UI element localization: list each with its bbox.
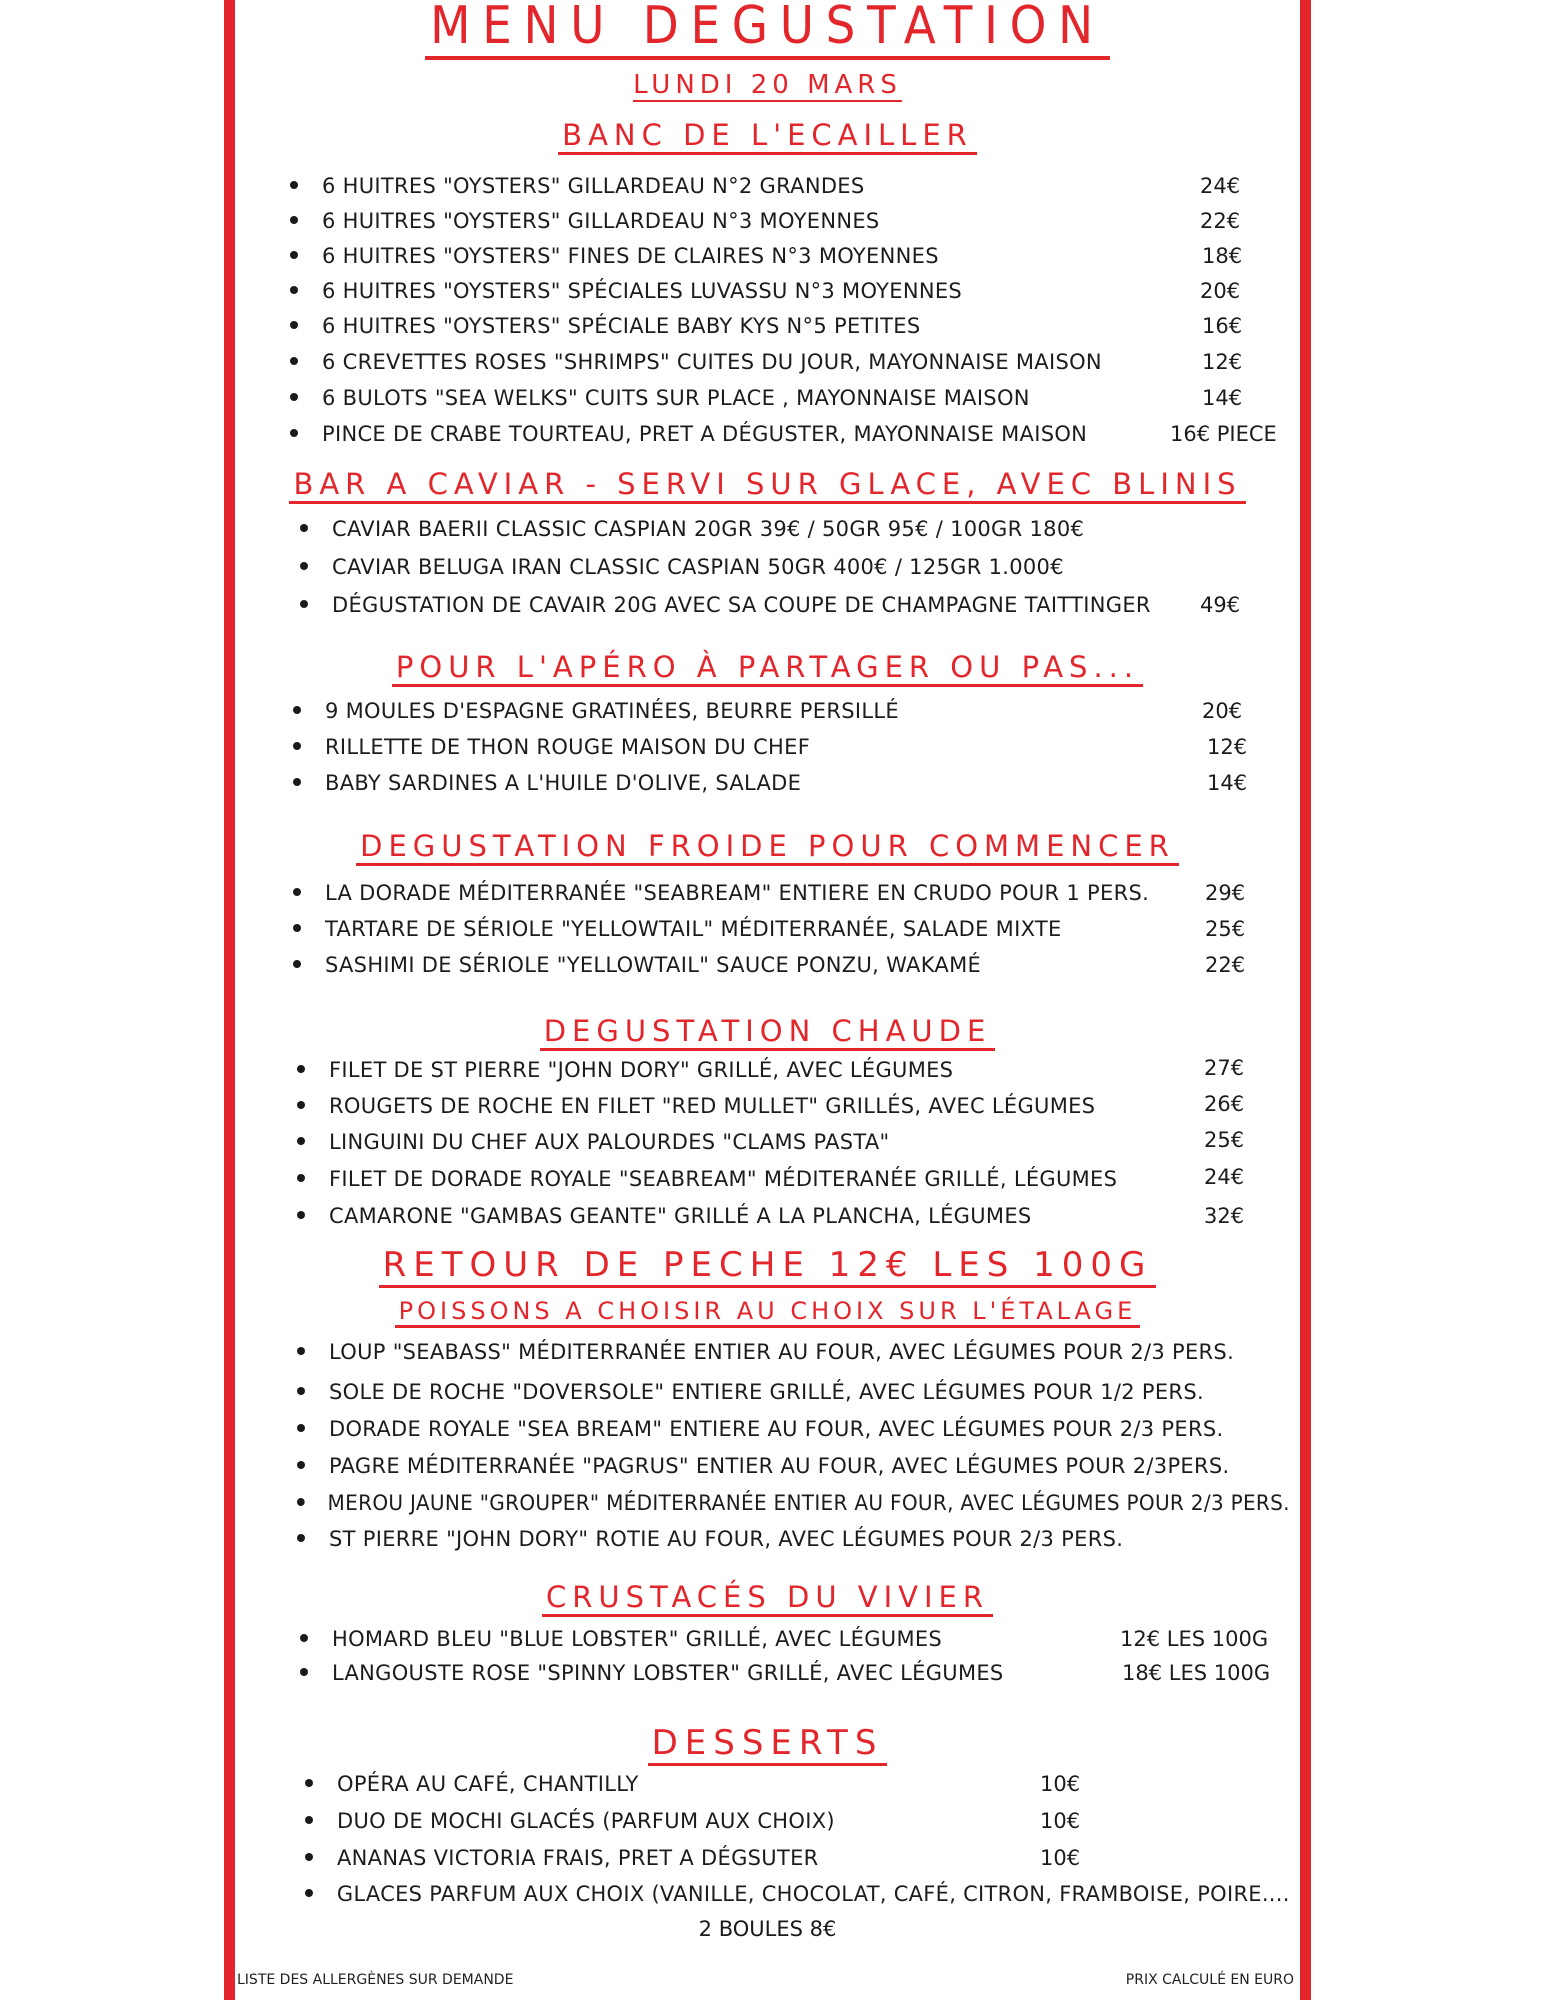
menu-item-price: 16€ PIECE [1170,422,1277,446]
menu-item: GLACES PARFUM AUX CHOIX (VANILLE, CHOCOLAT, CAFÉ, CITRON, FRAMBOISE, POIRE.... [305,1882,1290,1906]
menu-item: LOUP "SEABASS" MÉDITERRANÉE ENTIER AU FOUR, AVEC LÉGUMES POUR 2/3 PERS. [297,1340,1234,1364]
menu-item-price: 12€ [1207,735,1248,759]
menu-item: ROUGETS DE ROCHE EN FILET "RED MULLET" GRILLÉS, AVEC LÉGUMES [297,1094,1095,1118]
menu-item: 6 HUITRES "OYSTERS" FINES DE CLAIRES N°3 MOYENNES [290,244,939,268]
bullet-icon [290,321,298,329]
menu-item: CAMARONE "GAMBAS GEANTE" GRILLÉ A LA PLANCHA, LÉGUMES [297,1204,1032,1228]
menu-item: 6 HUITRES "OYSTERS" GILLARDEAU N°3 MOYENNES [290,209,880,233]
section-heading-desserts: DESSERTS [235,1723,1300,1763]
menu-item: 6 BULOTS "SEA WELKS" CUITS SUR PLACE , MAYONNAISE MAISON [290,386,1030,410]
menu-item: ANANAS VICTORIA FRAIS, PRET A DÉGSUTER [305,1846,819,1870]
menu-item: FILET DE ST PIERRE "JOHN DORY" GRILLÉ, AVEC LÉGUMES [297,1058,953,1082]
bullet-icon [293,924,301,932]
menu-item-price: 22€ [1205,953,1246,977]
menu-item: 6 HUITRES "OYSTERS" GILLARDEAU N°2 GRANDES [290,174,865,198]
menu-item: BABY SARDINES A L'HUILE D'OLIVE, SALADE [293,771,801,795]
menu-item-price: 22€ [1200,209,1241,233]
bullet-icon [290,393,298,401]
bullet-icon [305,1779,313,1787]
bullet-icon [290,216,298,224]
bullet-icon [290,286,298,294]
menu-item: RILLETTE DE THON ROUGE MAISON DU CHEF [293,735,810,759]
menu-item-price: 24€ [1204,1165,1245,1189]
menu-item: CAVIAR BAERII CLASSIC CASPIAN 20GR 39€ / 50GR 95€ / 100GR 180€ [300,517,1084,541]
bullet-icon [297,1498,305,1506]
bullet-icon [290,181,298,189]
bullet-icon [300,562,308,570]
menu-title: MENU DEGUSTATION [288,0,1247,56]
menu-item: 6 HUITRES "OYSTERS" SPÉCIALE BABY KYS N°5 PETITES [290,314,920,338]
menu-item: TARTARE DE SÉRIOLE "YELLOWTAIL" MÉDITERRANÉE, SALADE MIXTE [293,917,1062,941]
bullet-icon [300,1634,308,1642]
bullet-icon [297,1101,305,1109]
menu-item-price: 27€ [1204,1056,1245,1080]
dessert-note: 2 BOULES 8€ [698,1917,837,1941]
menu-item: LA DORADE MÉDITERRANÉE "SEABREAM" ENTIERE EN CRUDO POUR 1 PERS. [293,881,1149,905]
menu-item-price: 29€ [1205,881,1246,905]
menu-item-price: 24€ [1200,174,1241,198]
menu-item-price: 14€ [1207,771,1248,795]
menu-item: MEROU JAUNE "GROUPER" MÉDITERRANÉE ENTIER AU FOUR, AVEC LÉGUMES POUR 2/3 PERS. [297,1491,1290,1515]
section-heading-peche: RETOUR DE PECHE 12€ LES 100G [235,1245,1300,1285]
bullet-icon [297,1137,305,1145]
menu-item: CAVIAR BELUGA IRAN CLASSIC CASPIAN 50GR 400€ / 125GR 1.000€ [300,555,1064,579]
menu-item: DÉGUSTATION DE CAVAIR 20G AVEC SA COUPE DE CHAMPAGNE TAITTINGER [300,593,1151,617]
menu-item-price: 20€ [1202,699,1243,723]
bullet-icon [293,742,301,750]
bullet-icon [297,1387,305,1395]
section-subheading-peche: POISSONS A CHOISIR AU CHOIX SUR L'ÉTALAGE [235,1297,1300,1325]
bullet-icon [297,1461,305,1469]
menu-item-price: 26€ [1204,1092,1245,1116]
bullet-icon [290,251,298,259]
menu-item-price: 25€ [1205,917,1246,941]
menu-item-price: 10€ [1040,1846,1081,1870]
section-heading-crustaces: CRUSTACÉS DU VIVIER [235,1580,1300,1614]
footer-allergens: LISTE DES ALLERGÈNES SUR DEMANDE [237,1972,514,1988]
bullet-icon [297,1211,305,1219]
bullet-icon [300,600,308,608]
menu-item-price: 32€ [1204,1204,1245,1228]
menu-item: SASHIMI DE SÉRIOLE "YELLOWTAIL" SAUCE PONZU, WAKAMÉ [293,953,981,977]
bullet-icon [290,357,298,365]
menu-date: LUNDI 20 MARS [633,70,902,100]
menu-item: 6 HUITRES "OYSTERS" SPÉCIALES LUVASSU N°3 MOYENNES [290,279,962,303]
bullet-icon [293,778,301,786]
menu-item: LINGUINI DU CHEF AUX PALOURDES "CLAMS PASTA" [297,1130,890,1154]
section-heading-froide: DEGUSTATION FROIDE POUR COMMENCER [235,829,1300,863]
menu-item: ST PIERRE "JOHN DORY" ROTIE AU FOUR, AVEC LÉGUMES POUR 2/3 PERS. [297,1527,1123,1551]
bullet-icon [300,1668,308,1676]
menu-item-price: 18€ LES 100G [1122,1661,1271,1685]
menu-item: DUO DE MOCHI GLACÉS (PARFUM AUX CHOIX) [305,1809,835,1833]
menu-item-price: 49€ [1200,593,1241,617]
footer-currency: PRIX CALCULÉ EN EURO [1125,1972,1294,1988]
bullet-icon [305,1889,313,1897]
menu-item-price: 16€ [1202,314,1243,338]
menu-item: PINCE DE CRABE TOURTEAU, PRET A DÉGUSTER, MAYONNAISE MAISON [290,422,1087,446]
menu-item-price: 14€ [1202,386,1243,410]
bullet-icon [297,1424,305,1432]
bullet-icon [305,1853,313,1861]
bullet-icon [293,888,301,896]
right-red-border [1300,0,1311,2000]
bullet-icon [290,429,298,437]
menu-item: SOLE DE ROCHE "DOVERSOLE" ENTIERE GRILLÉ, AVEC LÉGUMES POUR 1/2 PERS. [297,1380,1204,1404]
bullet-icon [297,1174,305,1182]
menu-item: HOMARD BLEU "BLUE LOBSTER" GRILLÉ, AVEC LÉGUMES [300,1627,942,1651]
menu-item-price: 10€ [1040,1772,1081,1796]
menu-item: LANGOUSTE ROSE "SPINNY LOBSTER" GRILLÉ, AVEC LÉGUMES [300,1661,1004,1685]
menu-sheet [235,0,1300,2000]
menu-item: DORADE ROYALE "SEA BREAM" ENTIERE AU FOUR, AVEC LÉGUMES POUR 2/3 PERS. [297,1417,1223,1441]
bullet-icon [293,706,301,714]
menu-item: FILET DE DORADE ROYALE "SEABREAM" MÉDITERANÉE GRILLÉ, LÉGUMES [297,1167,1117,1191]
section-heading-apero: POUR L'APÉRO À PARTAGER OU PAS... [235,650,1300,684]
menu-item-price: 12€ LES 100G [1120,1627,1269,1651]
menu-item-price: 12€ [1202,350,1243,374]
section-heading-ecailler: BANC DE L'ECAILLER [235,118,1300,152]
menu-item: OPÉRA AU CAFÉ, CHANTILLY [305,1772,639,1796]
bullet-icon [305,1816,313,1824]
menu-item-price: 18€ [1202,244,1243,268]
left-red-border [224,0,235,2000]
menu-item: 6 CREVETTES ROSES "SHRIMPS" CUITES DU JOUR, MAYONNAISE MAISON [290,350,1102,374]
menu-item-price: 10€ [1040,1809,1081,1833]
bullet-icon [297,1534,305,1542]
bullet-icon [293,960,301,968]
bullet-icon [297,1347,305,1355]
menu-item-price: 20€ [1200,279,1241,303]
menu-item: 9 MOULES D'ESPAGNE GRATINÉES, BEURRE PERSILLÉ [293,699,899,723]
bullet-icon [300,524,308,532]
bullet-icon [297,1065,305,1073]
section-heading-caviar: BAR A CAVIAR - SERVI SUR GLACE, AVEC BLINIS [235,467,1300,501]
menu-item-price: 25€ [1204,1128,1245,1152]
section-heading-chaude: DEGUSTATION CHAUDE [235,1014,1300,1048]
menu-item: PAGRE MÉDITERRANÉE "PAGRUS" ENTIER AU FOUR, AVEC LÉGUMES POUR 2/3PERS. [297,1454,1230,1478]
